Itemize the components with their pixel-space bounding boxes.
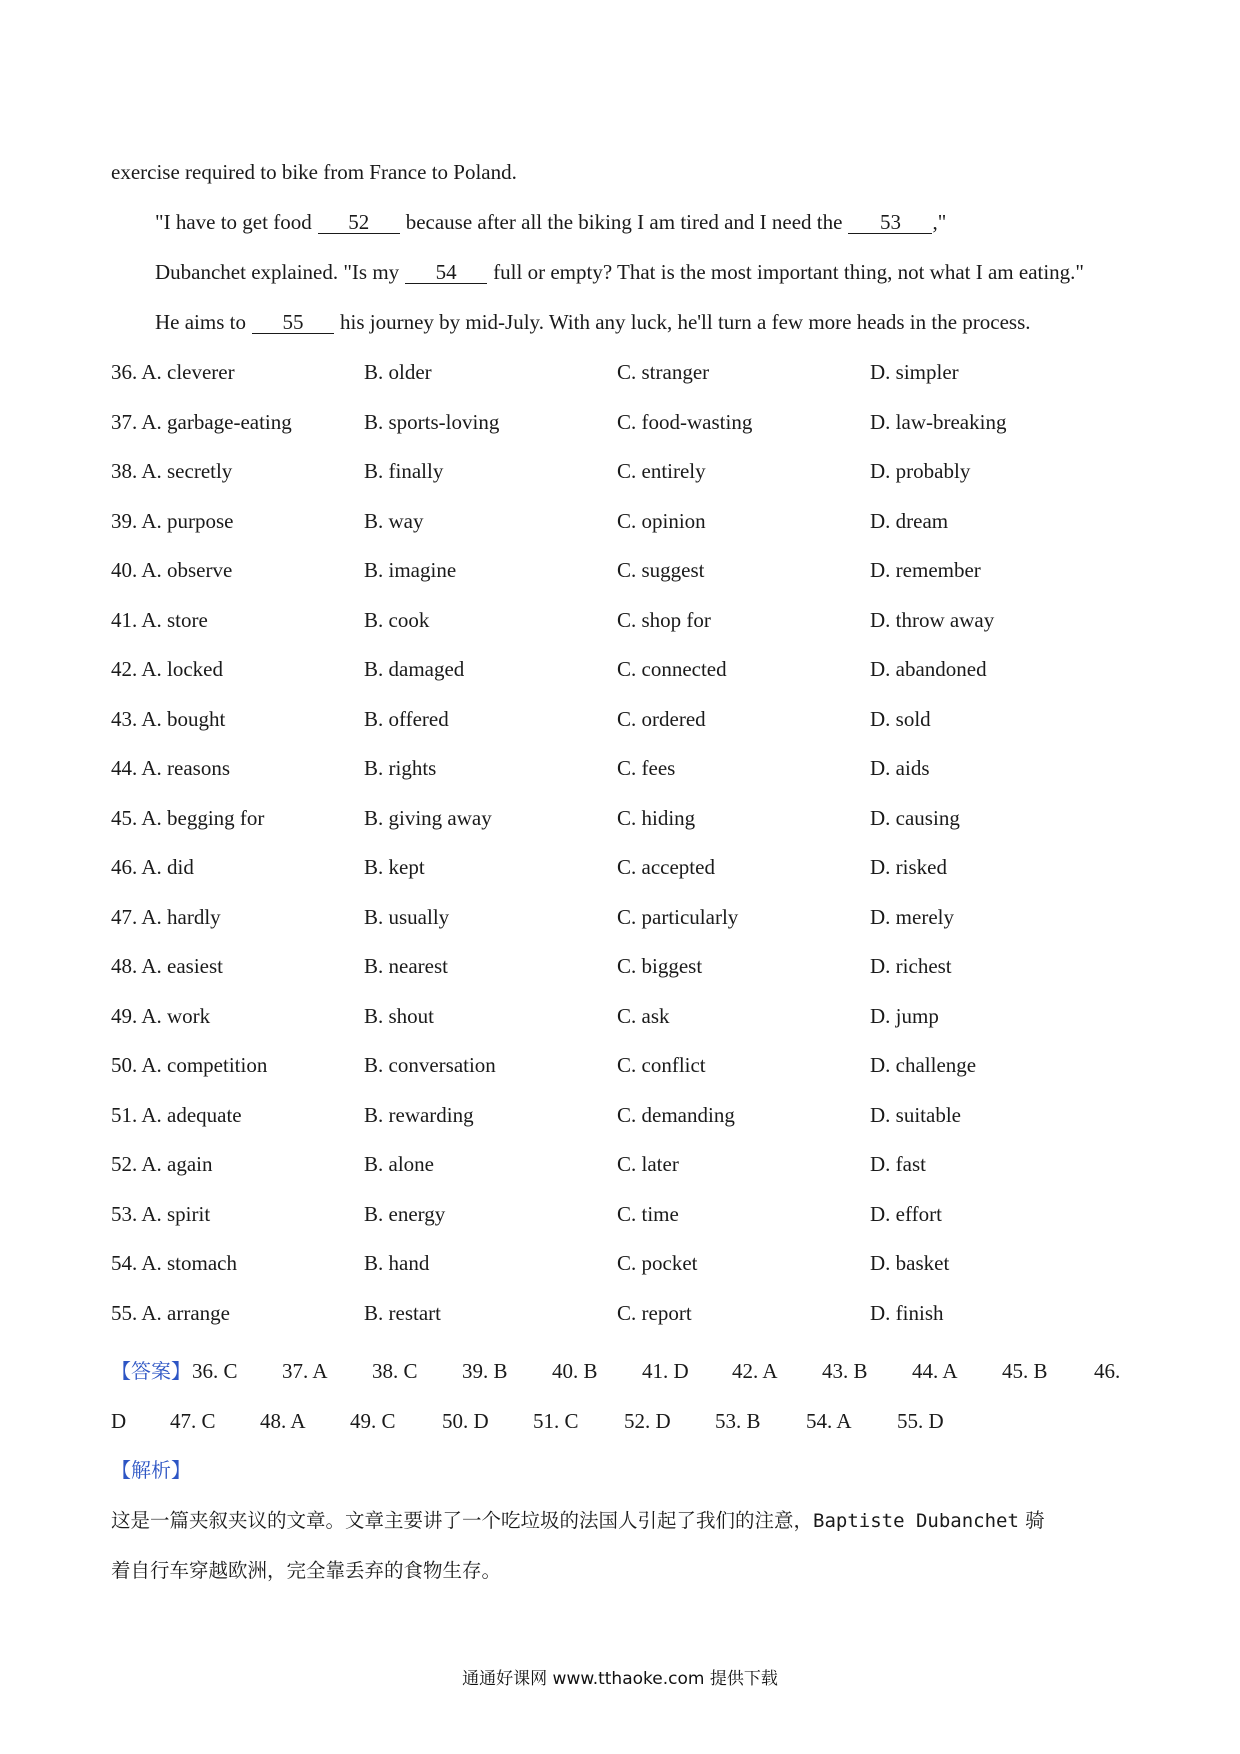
question-55-option-b: B. restart — [364, 1301, 441, 1325]
question-38-option-d: D. probably — [870, 459, 971, 483]
question-45-option-a: 45. A. begging for — [111, 806, 265, 830]
question-54-option-c: C. pocket — [617, 1251, 698, 1275]
question-50-option-c: C. conflict — [617, 1053, 706, 1077]
question-49-option-a: 49. A. work — [111, 1004, 211, 1028]
question-40-option-d: D. remember — [870, 558, 981, 582]
question-51-option-c: C. demanding — [617, 1103, 735, 1127]
question-54-option-d: D. basket — [870, 1251, 950, 1275]
question-52-option-d: D. fast — [870, 1152, 926, 1176]
analysis-name: Baptiste Dubanchet — [813, 1510, 1019, 1532]
question-45-option-d: D. causing — [870, 806, 960, 830]
answer-item: 46. — [1094, 1359, 1121, 1383]
question-40-option-c: C. suggest — [617, 558, 705, 582]
blank-53: 53 — [848, 211, 932, 234]
question-52-option-c: C. later — [617, 1152, 679, 1176]
page-footer: 通通好课网 www.tthaoke.com 提供下载 — [462, 1669, 778, 1689]
answer-item: 36. C — [192, 1359, 238, 1383]
question-44-option-a: 44. A. reasons — [111, 756, 230, 780]
passage-line-4 — [155, 308, 1031, 336]
question-43-option-b: B. offered — [364, 707, 449, 731]
answer-row-1 — [111, 1357, 1131, 1385]
answer-item: 54. A — [806, 1409, 852, 1433]
analysis-text: 这是一篇夹叙夹议的文章。文章主要讲了一个吃垃圾的法国人引起了我们的注意， — [111, 1509, 814, 1532]
question-37-option-d: D. law-breaking — [870, 410, 1007, 434]
question-37-option-b: B. sports-loving — [364, 410, 500, 434]
question-36-option-b: B. older — [364, 360, 432, 384]
question-40-option-b: B. imagine — [364, 558, 457, 582]
question-48-option-d: D. richest — [870, 954, 952, 978]
question-39-option-b: B. way — [364, 509, 424, 533]
answer-item: 52. D — [624, 1409, 671, 1433]
question-41-option-d: D. throw away — [870, 608, 995, 632]
question-38-option-a: 38. A. secretly — [111, 459, 233, 483]
question-47-option-c: C. particularly — [617, 905, 739, 929]
answer-item: 37. A — [282, 1359, 328, 1383]
passage-line-1 — [111, 158, 517, 186]
answer-item: 40. B — [552, 1359, 598, 1383]
question-41-option-a: 41. A. store — [111, 608, 208, 632]
question-40-option-a: 40. A. observe — [111, 558, 233, 582]
question-53-option-d: D. effort — [870, 1202, 942, 1226]
question-47-option-a: 47. A. hardly — [111, 905, 221, 929]
passage-line-3 — [155, 258, 1084, 286]
answer-item: 44. A — [912, 1359, 958, 1383]
question-42-option-d: D. abandoned — [870, 657, 987, 681]
question-54-option-b: B. hand — [364, 1251, 430, 1275]
question-46-option-d: D. risked — [870, 855, 947, 879]
analysis-text: 着自行车穿越欧洲，完全靠丢弃的食物生存。 — [111, 1559, 502, 1582]
analysis-line-1 — [111, 1507, 1131, 1535]
answer-item: 55. D — [897, 1409, 944, 1433]
question-48-option-b: B. nearest — [364, 954, 448, 978]
blank-54: 54 — [405, 261, 487, 284]
question-51-option-d: D. suitable — [870, 1103, 961, 1127]
question-36-option-c: C. stranger — [617, 360, 710, 384]
answer-item: 53. B — [715, 1409, 761, 1433]
question-53-option-a: 53. A. spirit — [111, 1202, 211, 1226]
question-49-option-c: C. ask — [617, 1004, 670, 1028]
answer-item: 50. D — [442, 1409, 489, 1433]
question-44-option-d: D. aids — [870, 756, 930, 780]
question-52-option-a: 52. A. again — [111, 1152, 213, 1176]
question-47-option-d: D. merely — [870, 905, 954, 929]
question-52-option-b: B. alone — [364, 1152, 434, 1176]
question-44-option-c: C. fees — [617, 756, 676, 780]
answer-tag: 【答案】 — [111, 1359, 191, 1383]
question-55-option-c: C. report — [617, 1301, 692, 1325]
question-43-option-d: D. sold — [870, 707, 931, 731]
answer-item: 39. B — [462, 1359, 508, 1383]
question-36-option-a: 36. A. cleverer — [111, 360, 235, 384]
question-49-option-d: D. jump — [870, 1004, 939, 1028]
question-49-option-b: B. shout — [364, 1004, 435, 1028]
question-37-option-a: 37. A. garbage-eating — [111, 410, 292, 434]
passage-text: because after all the biking I am tired and I need the — [405, 210, 843, 234]
analysis-tag: 【解析】 — [111, 1458, 191, 1482]
passage-text: ," — [932, 210, 947, 234]
question-39-option-d: D. dream — [870, 509, 949, 533]
answer-item: 51. C — [533, 1409, 579, 1433]
blank-55: 55 — [252, 311, 334, 334]
passage-text: full or empty? That is the most important thing, not what I am eating." — [493, 260, 1085, 284]
question-51-option-a: 51. A. adequate — [111, 1103, 242, 1127]
question-53-option-b: B. energy — [364, 1202, 446, 1226]
question-45-option-c: C. hiding — [617, 806, 696, 830]
question-44-option-b: B. rights — [364, 756, 437, 780]
passage-text: Dubanchet explained. "Is my — [155, 260, 400, 284]
question-46-option-b: B. kept — [364, 855, 425, 879]
blank-52: 52 — [318, 211, 400, 234]
answer-item: 45. B — [1002, 1359, 1048, 1383]
question-38-option-b: B. finally — [364, 459, 444, 483]
question-50-option-d: D. challenge — [870, 1053, 977, 1077]
question-53-option-c: C. time — [617, 1202, 679, 1226]
analysis-line-2 — [111, 1557, 1131, 1585]
question-37-option-c: C. food-wasting — [617, 410, 753, 434]
passage-line-2 — [155, 208, 946, 236]
passage-text: his journey by mid-July. With any luck, he'll turn a few more heads in the process. — [339, 310, 1031, 334]
question-55-option-d: D. finish — [870, 1301, 944, 1325]
question-38-option-c: C. entirely — [617, 459, 706, 483]
answer-item: 41. D — [642, 1359, 689, 1383]
question-41-option-b: B. cook — [364, 608, 430, 632]
question-50-option-b: B. conversation — [364, 1053, 496, 1077]
question-54-option-a: 54. A. stomach — [111, 1251, 237, 1275]
question-39-option-a: 39. A. purpose — [111, 509, 234, 533]
question-45-option-b: B. giving away — [364, 806, 492, 830]
passage-text: "I have to get food — [155, 210, 312, 234]
question-48-option-a: 48. A. easiest — [111, 954, 223, 978]
question-42-option-b: B. damaged — [364, 657, 465, 681]
question-43-option-a: 43. A. bought — [111, 707, 226, 731]
answer-item: 47. C — [170, 1409, 216, 1433]
question-42-option-c: C. connected — [617, 657, 727, 681]
question-47-option-b: B. usually — [364, 905, 450, 929]
question-41-option-c: C. shop for — [617, 608, 711, 632]
question-55-option-a: 55. A. arrange — [111, 1301, 230, 1325]
answer-item: 49. C — [350, 1409, 396, 1433]
question-43-option-c: C. ordered — [617, 707, 706, 731]
answer-item: D — [111, 1409, 127, 1433]
question-46-option-a: 46. A. did — [111, 855, 194, 879]
answer-item: 42. A — [732, 1359, 778, 1383]
answer-item: 38. C — [372, 1359, 418, 1383]
question-39-option-c: C. opinion — [617, 509, 706, 533]
question-50-option-a: 50. A. competition — [111, 1053, 268, 1077]
answer-item: 43. B — [822, 1359, 868, 1383]
analysis-text: 骑 — [1018, 1509, 1045, 1532]
question-42-option-a: 42. A. locked — [111, 657, 223, 681]
answer-row-2 — [111, 1407, 1131, 1435]
passage-text: exercise required to bike from France to Poland. — [111, 160, 517, 184]
question-36-option-d: D. simpler — [870, 360, 959, 384]
question-46-option-c: C. accepted — [617, 855, 715, 879]
question-48-option-c: C. biggest — [617, 954, 703, 978]
answer-item: 48. A — [260, 1409, 306, 1433]
question-51-option-b: B. rewarding — [364, 1103, 474, 1127]
passage-text: He aims to — [155, 310, 246, 334]
